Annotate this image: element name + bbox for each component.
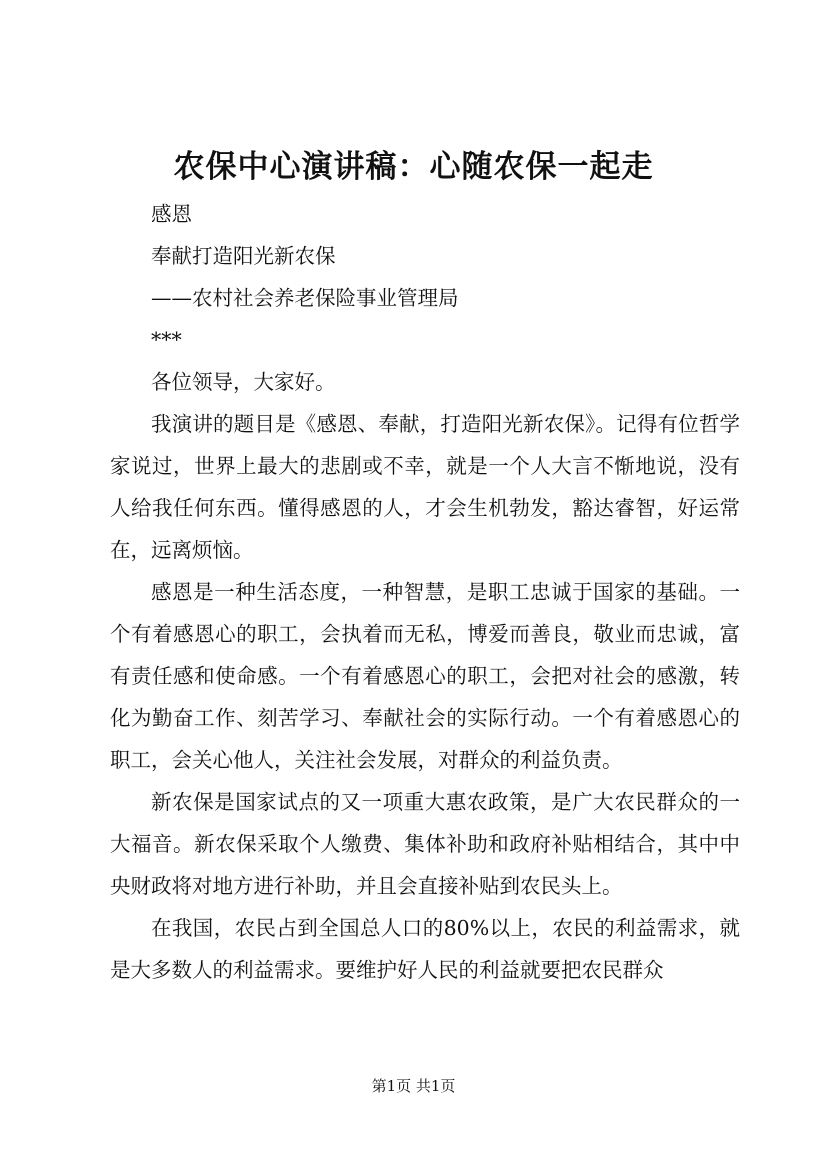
paragraph: 奉献打造阳光新农保 bbox=[151, 244, 336, 268]
paragraph: *** bbox=[151, 328, 182, 352]
paragraph: 在我国，农民占到全国总人口的80%以上，农民的利益需求，就是大多数人的利益需求。要维护好人民的利益就要把农民群众 bbox=[110, 916, 740, 982]
paragraph: 感恩是一种生活态度，一种智慧，是职工忠诚于国家的基础。一个有着感恩心的职工，会执着而无私，博爱而善良，敬业而忠诚，富有责任感和使命感。一个有着感恩心的职工，会把对社会的感激，转化为勤奋工作、刻苦学习、奉献社会的实际行动。一个有着感恩心的职工，会关心他人，关注社会发展，对群众的利益负责。 bbox=[110, 580, 740, 772]
document-title: 农保中心演讲稿：心随农保一起走 bbox=[173, 149, 654, 185]
paragraph: 感恩 bbox=[151, 202, 192, 226]
paragraph: ——农村社会养老保险事业管理局 bbox=[151, 286, 459, 310]
paragraph: 各位领导，大家好。 bbox=[151, 370, 336, 394]
paragraph: 我演讲的题目是《感恩、奉献，打造阳光新农保》。记得有位哲学家说过，世界上最大的悲剧或不幸，就是一个人大言不惭地说，没有人给我任何东西。懂得感恩的人，才会生机勃发，豁达睿智，好运常在，远离烦恼。 bbox=[110, 412, 740, 562]
page-number-footer: 第1页 共1页 bbox=[371, 1077, 456, 1095]
paragraph: 新农保是国家试点的又一项重大惠农政策，是广大农民群众的一大福音。新农保采取个人缴费、集体补助和政府补贴相结合，其中中央财政将对地方进行补助，并且会直接补贴到农民头上。 bbox=[110, 790, 740, 898]
document-body bbox=[110, 193, 740, 991]
